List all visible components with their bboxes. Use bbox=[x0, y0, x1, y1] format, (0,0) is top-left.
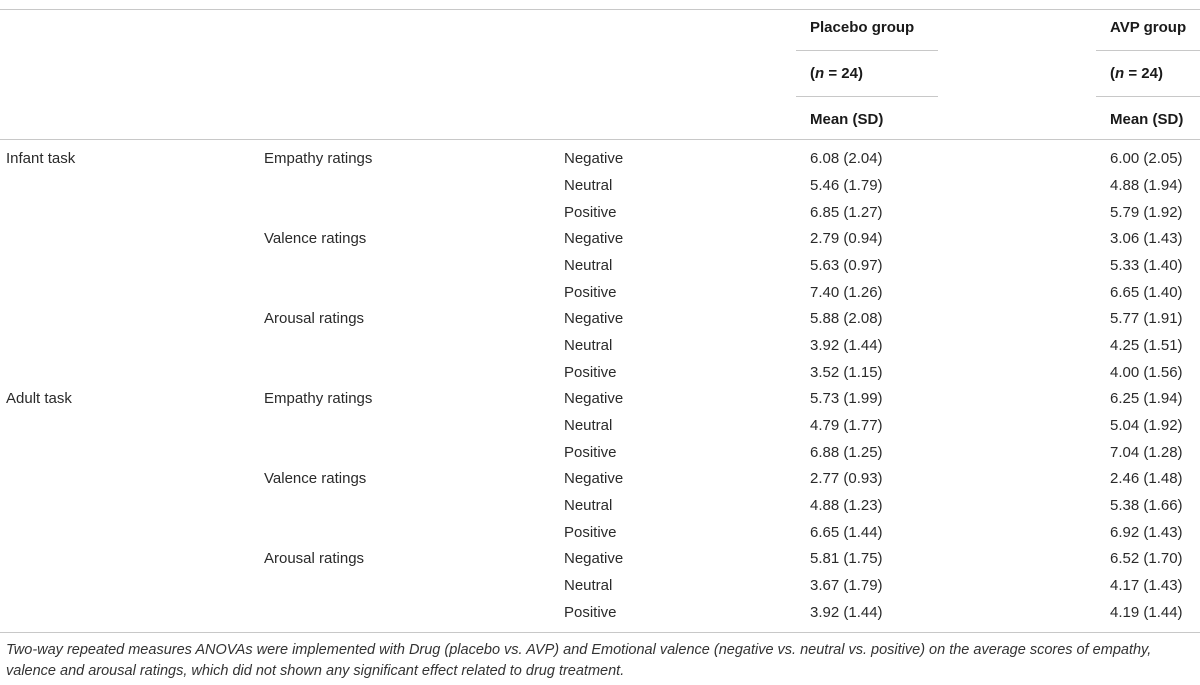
avp-value: 4.88 (1.94) bbox=[1110, 177, 1183, 194]
avp-value: 2.46 (1.48) bbox=[1110, 470, 1183, 487]
avp-value: 4.19 (1.44) bbox=[1110, 604, 1183, 621]
valence-label: Negative bbox=[564, 550, 624, 567]
placebo-value: 3.92 (1.44) bbox=[810, 604, 883, 621]
placebo-value: 5.73 (1.99) bbox=[810, 390, 883, 407]
valence-label: Negative bbox=[564, 230, 624, 247]
valence-label: Neutral bbox=[564, 417, 613, 434]
task-label: Adult task bbox=[6, 390, 72, 407]
valence-label: Negative bbox=[564, 470, 624, 487]
placebo-value: 5.81 (1.75) bbox=[810, 550, 883, 567]
header-placebo-n: (n = 24) bbox=[810, 65, 863, 82]
placebo-value: 5.88 (2.08) bbox=[810, 310, 883, 327]
table-header-rule bbox=[0, 139, 1200, 140]
avp-value: 4.25 (1.51) bbox=[1110, 337, 1183, 354]
avp-value: 4.17 (1.43) bbox=[1110, 577, 1183, 594]
valence-label: Neutral bbox=[564, 177, 613, 194]
valence-label: Positive bbox=[564, 444, 617, 461]
valence-label: Negative bbox=[564, 310, 624, 327]
avp-value: 5.04 (1.92) bbox=[1110, 417, 1183, 434]
valence-label: Neutral bbox=[564, 337, 613, 354]
placebo-value: 4.88 (1.23) bbox=[810, 497, 883, 514]
measure-label: Empathy ratings bbox=[264, 390, 373, 407]
valence-label: Positive bbox=[564, 204, 617, 221]
valence-label: Negative bbox=[564, 390, 624, 407]
avp-value: 6.00 (2.05) bbox=[1110, 150, 1183, 167]
measure-label: Arousal ratings bbox=[264, 550, 365, 567]
n-symbol: n bbox=[1115, 65, 1125, 82]
avp-value: 6.25 (1.94) bbox=[1110, 390, 1183, 407]
avp-value: 6.52 (1.70) bbox=[1110, 550, 1183, 567]
placebo-value: 5.63 (0.97) bbox=[810, 257, 883, 274]
table-footnote: Two-way repeated measures ANOVAs were implemented with Drug (placebo vs. AVP) and Emotional valence (negative vs. neutral vs. positive) on the average scores of empathy, valence and arousal ratings, which did not shown any significant effect related to drug treatment. bbox=[6, 642, 1152, 679]
placebo-value: 3.52 (1.15) bbox=[810, 364, 883, 381]
n-symbol: n bbox=[815, 65, 825, 82]
placebo-value: 5.46 (1.79) bbox=[810, 177, 883, 194]
valence-label: Neutral bbox=[564, 257, 613, 274]
placebo-value: 4.79 (1.77) bbox=[810, 417, 883, 434]
avp-value: 6.65 (1.40) bbox=[1110, 284, 1183, 301]
placebo-value: 2.79 (0.94) bbox=[810, 230, 883, 247]
valence-label: Positive bbox=[564, 284, 617, 301]
header-avp-group: AVP group bbox=[1110, 19, 1187, 36]
valence-label: Neutral bbox=[564, 577, 613, 594]
placebo-value: 6.65 (1.44) bbox=[810, 524, 883, 541]
avp-value: 3.06 (1.43) bbox=[1110, 230, 1183, 247]
header-placebo-rule-1 bbox=[796, 50, 938, 51]
avp-value: 5.38 (1.66) bbox=[1110, 497, 1183, 514]
avp-value: 5.79 (1.92) bbox=[1110, 204, 1183, 221]
table-bottom-rule bbox=[0, 632, 1200, 633]
valence-label: Neutral bbox=[564, 497, 613, 514]
avp-value: 4.00 (1.56) bbox=[1110, 364, 1183, 381]
measure-label: Empathy ratings bbox=[264, 150, 373, 167]
valence-label: Negative bbox=[564, 150, 624, 167]
header-avp-stat: Mean (SD) bbox=[1110, 111, 1184, 128]
header-avp-n: (n = 24) bbox=[1110, 65, 1163, 82]
header-avp-rule-1 bbox=[1096, 50, 1200, 51]
avp-value: 5.33 (1.40) bbox=[1110, 257, 1183, 274]
task-label: Infant task bbox=[6, 150, 76, 167]
placebo-value: 6.08 (2.04) bbox=[810, 150, 883, 167]
header-avp-rule-2 bbox=[1096, 96, 1200, 97]
placebo-value: 6.88 (1.25) bbox=[810, 444, 883, 461]
header-placebo-rule-2 bbox=[796, 96, 938, 97]
placebo-value: 3.92 (1.44) bbox=[810, 337, 883, 354]
placebo-value: 2.77 (0.93) bbox=[810, 470, 883, 487]
measure-label: Valence ratings bbox=[264, 230, 367, 247]
avp-value: 7.04 (1.28) bbox=[1110, 444, 1183, 461]
valence-label: Positive bbox=[564, 364, 617, 381]
table-top-rule bbox=[0, 9, 1200, 10]
header-placebo-group: Placebo group bbox=[810, 19, 915, 36]
placebo-value: 7.40 (1.26) bbox=[810, 284, 883, 301]
valence-label: Positive bbox=[564, 604, 617, 621]
valence-label: Positive bbox=[564, 524, 617, 541]
avp-value: 5.77 (1.91) bbox=[1110, 310, 1183, 327]
placebo-value: 3.67 (1.79) bbox=[810, 577, 883, 594]
measure-label: Valence ratings bbox=[264, 470, 367, 487]
placebo-n-value: = 24) bbox=[824, 65, 863, 82]
measure-label: Arousal ratings bbox=[264, 310, 365, 327]
header-placebo-stat: Mean (SD) bbox=[810, 111, 884, 128]
avp-n-value: = 24) bbox=[1124, 65, 1163, 82]
placebo-value: 6.85 (1.27) bbox=[810, 204, 883, 221]
avp-value: 6.92 (1.43) bbox=[1110, 524, 1183, 541]
